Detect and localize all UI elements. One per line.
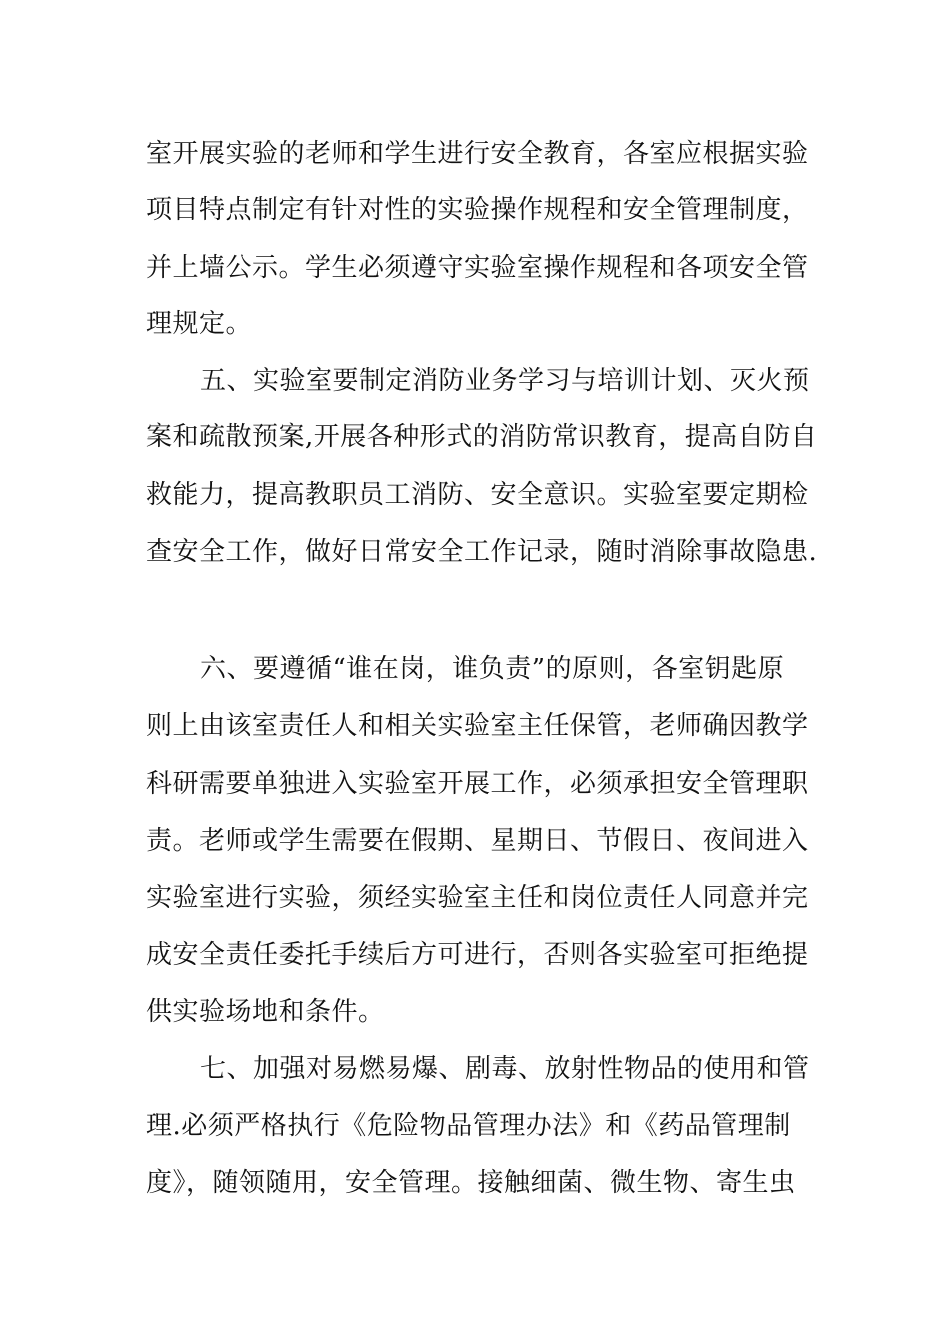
paragraph-6-line-5: 实验室进行实验，须经实验室主任和岗位责任人同意并完 [146, 883, 809, 913]
paragraph-6-line-4: 责。老师或学生需要在假期、星期日、节假日、夜间进入 [146, 826, 809, 856]
paragraph-4-line-3: 并上墙公示。学生必须遵守实验室操作规程和各项安全管 [146, 253, 809, 283]
paragraph-5-line-3: 救能力，提高教职员工消防、安全意识。实验室要定期检 [146, 480, 809, 510]
paragraph-6-line-7: 供实验场地和条件。 [146, 997, 385, 1027]
paragraph-4-line-2: 项目特点制定有针对性的实验操作规程和安全管理制度， [146, 195, 809, 225]
paragraph-7-line-3: 度》，随领随用，安全管理。接触细菌、微生物、寄生虫 [146, 1168, 796, 1198]
paragraph-5-line-4: 查安全工作，做好日常安全工作记录，随时消除事故隐患. [146, 537, 818, 567]
paragraph-6-line-2: 则上由该室责任人和相关实验室主任保管，老师确因教学 [146, 711, 809, 741]
paragraph-6-line-6: 成安全责任委托手续后方可进行，否则各实验室可拒绝提 [146, 940, 809, 970]
paragraph-5-line-2: 案和疏散预案,开展各种形式的消防常识教育，提高自防自 [146, 422, 818, 452]
paragraph-4-line-4: 理规定。 [146, 309, 253, 339]
paragraph-6-line-3: 科研需要单独进入实验室开展工作，必须承担安全管理职 [146, 769, 809, 799]
paragraph-4-line-1: 室开展实验的老师和学生进行安全教育，各室应根据实验 [146, 139, 809, 169]
paragraph-5-line-1: 五、实验室要制定消防业务学习与培训计划、灭火预 [200, 366, 810, 396]
paragraph-7-line-2: 理.必须严格执行《危险物品管理办法》和《药品管理制 [146, 1111, 791, 1141]
paragraph-6-line-1: 六、要遵循“谁在岗，谁负责”的原则，各室钥匙原 [200, 654, 785, 684]
paragraph-7-line-1: 七、加强对易燃易爆、剧毒、放射性物品的使用和管 [200, 1054, 810, 1084]
